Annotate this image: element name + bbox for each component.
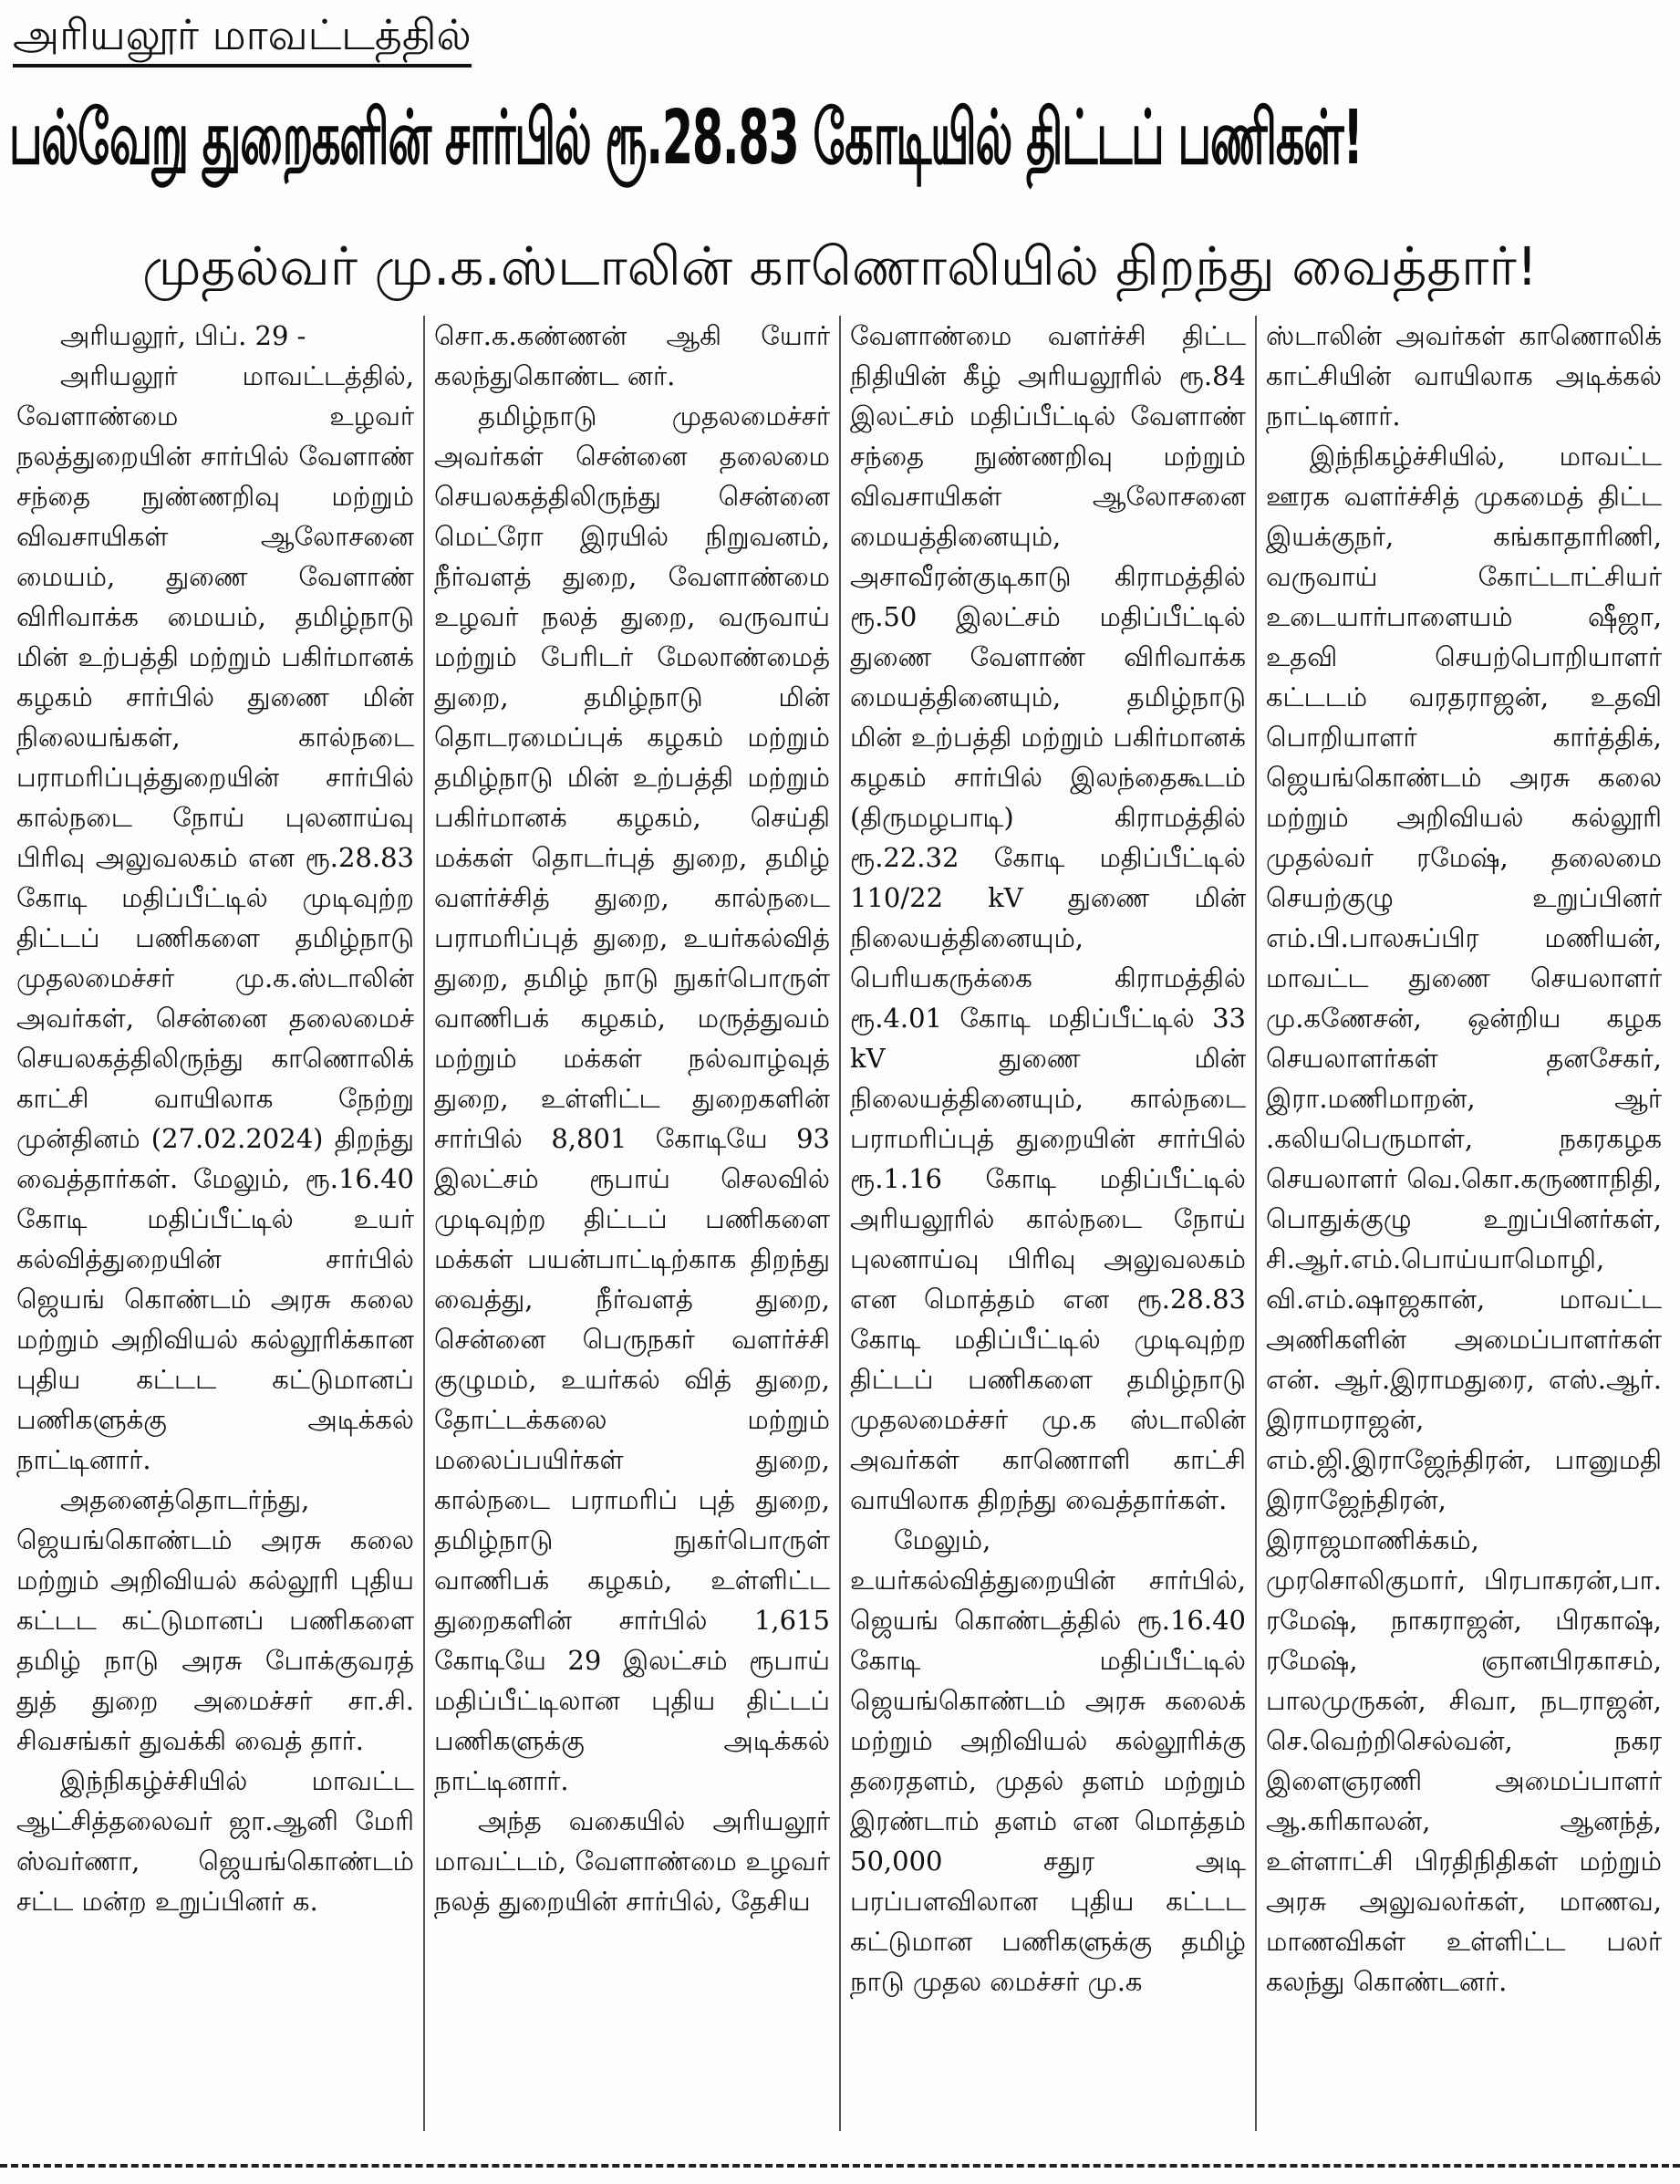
- article-paragraph: ஸ்டாலின் அவர்கள் காணொலிக் காட்சியின் வாயிலாக அடிக்கல் நாட்டினார்.: [1266, 320, 1662, 432]
- article-paragraph: அந்த வகையில் அரியலூர் மாவட்டம், வேளாண்மை உழவர் நலத் துறையின் சார்பில், தேசிய: [434, 1805, 830, 1917]
- article-column-4: [1255, 316, 1671, 2131]
- article-paragraph: வேளாண்மை வளர்ச்சி திட்ட நிதியின் கீழ் அரியலூரில் ரூ.84 இலட்சம் மதிப்பீட்டில் வேளாண் சந்தை நுண்ணறிவு மற்றும் விவசாயிகள் ஆலோசனை மையத்தினையும், அசாவீரன்குடிகாடு கிராமத்தில் ரூ.50 இலட்சம் மதிப்பீட்டில் துணை வேளாண் விரிவாக்க மையத்தினையும், தமிழ்நாடு மின் உற்பத்தி மற்றும் பகிர்மானக் கழகம் சார்பில் இலந்தைகூடம் (திருமழபாடி) கிராமத்தில் ரூ.22.32 கோடி மதிப்பீட்டில் 110/22 kV துணை மின் நிலையத்தினையும், பெரியகருக்கை கிராமத்தில் ரூ.4.01 கோடி மதிப்பீட்டில் 33 kV துணை மின் நிலையத்தினையும், கால்நடை பராமரிப்புத் துறையின் சார்பில் ரூ.1.16 கோடி மதிப்பீட்டில் அரியலூரில் கால்நடை நோய் புலனாய்வு பிரிவு அலுவலகம் என மொத்தம் என ரூ.28.83 கோடி மதிப்பீட்டில் முடிவுற்ற திட்டப் பணிகளை தமிழ்நாடு முதலமைச்சர் மு.க ஸ்டாலின் அவர்கள் காணொளி காட்சி வாயிலாக திறந்து வைத்தார்கள்.: [850, 320, 1246, 1515]
- main-headline: பல்வேறு துறைகளின் சார்பில் ரூ.28.83 கோடியில் திட்டப் பணிகள்!: [9, 95, 1363, 182]
- article-column-1: [7, 316, 423, 2131]
- article-body: [7, 316, 1673, 2131]
- article-paragraph: அதனைத்தொடர்ந்து, ஜெயங்கொண்டம் அரசு கலை மற்றும் அறிவியல் கல்லூரி புதிய கட்டட கட்டுமானப் பணிகளை தமிழ் நாடு அரசு போக்குவரத் துத் துறை அமைச்சர் சா.சி. சிவசங்கர் துவக்கி வைத் தார்.: [16, 1484, 414, 1756]
- article-paragraph: அரியலூர் மாவட்டத்தில், வேளாண்மை உழவர் நலத்துறையின் சார்பில் வேளாண் சந்தை நுண்ணறிவு மற்றும் விவசாயிகள் ஆலோசனை மையம், துணை வேளாண் விரிவாக்க மையம், தமிழ்நாடு மின் உற்பத்தி மற்றும் பகிர்மானக் கழகம் சார்பில் துணை மின் நிலையங்கள், கால்நடை பராமரிப்புத்துறையின் சார்பில் கால்நடை நோய் புலனாய்வு பிரிவு அலுவலகம் என ரூ.28.83 கோடி மதிப்பீட்டில் முடிவுற்ற திட்டப் பணிகளை தமிழ்நாடு முதலமைச்சர் மு.க.ஸ்டாலின் அவர்கள், சென்னை தலைமைச் செயலகத்திலிருந்து காணொலிக் காட்சி வாயிலாக நேற்று முன்தினம் (27.02.2024) திறந்து வைத்தார்கள். மேலும், ரூ.16.40 கோடி மதிப்பீட்டில் உயர் கல்வித்துறையின் சார்பில் ஜெயங் கொண்டம் அரசு கலை மற்றும் அறிவியல் கல்லூரிக்கான புதிய கட்டட கட்டுமானப் பணிகளுக்கு அடிக்கல் நாட்டினார்.: [16, 360, 414, 1475]
- article-paragraph: இந்நிகழ்ச்சியில், மாவட்ட ஊரக வளர்ச்சித் முகமைத் திட்ட இயக்குநர், கங்காதாரிணி, வருவாய் கோட்டாட்சியர் உடையார்பாளையம் ஷீஜா, உதவி செயற்பொறியாளர் கட்டடம் வரதராஜன், உதவி பொறியாளர் கார்த்திக், ஜெயங்கொண்டம் அரசு கலை மற்றும் அறிவியல் கல்லூரி முதல்வர் ரமேஷ், தலைமை செயற்குழு உறுப்பினர் எம்.பி.பாலசுப்பிர மணியன், மாவட்ட துணை செயலாளர் மு.கணேசன், ஒன்றிய கழக செயலாளர்கள் தனசேகர், இரா.மணிமாறன், ஆர் .கலியபெருமாள், நகரகழக செயலாளர் வெ.கொ.கருணாநிதி, பொதுக்குழு உறுப்பினர்கள், சி.ஆர்.எம்.பொய்யாமொழி, வி.எம்.ஷாஜகான், மாவட்ட அணிகளின் அமைப்பாளர்கள் என். ஆர்.இராமதுரை, எஸ்.ஆர். இராமராஜன், எம்.ஜி.இராஜேந்திரன், பானுமதி இராஜேந்திரன், இராஜமாணிக்கம், முரசொலிகுமார், பிரபாகரன்,பா. ரமேஷ், நாகராஜன், பிரகாஷ், ரமேஷ், ஞானபிரகாசம், பாலமுருகன், சிவா, நடராஜன், செ.வெற்றிசெல்வன், நகர இளைஞரணி அமைப்பாளர் ஆ.கரிகாலன், ஆனந்த், உள்ளாட்சி பிரதிநிதிகள் மற்றும் அரசு அலுவலர்கள், மாணவ, மாணவிகள் உள்ளிட்ட பலர் கலந்து கொண்டனர்.: [1266, 441, 1662, 1997]
- dateline: அரியலூர், பிப். 29 -: [60, 320, 306, 351]
- article-paragraph: மேலும், உயர்கல்வித்துறையின் சார்பில், ஜெயங் கொண்டத்தில் ரூ.16.40 கோடி மதிப்பீட்டில் ஜெயங்கொண்டம் அரசு கலைக் மற்றும் அறிவியல் கல்லூரிக்கு தரைதளம், முதல் தளம் மற்றும் இரண்டாம் தளம் என மொத்தம் 50,000 சதுர அடி பரப்பளவிலான புதிய கட்டட கட்டுமான பணிகளுக்கு தமிழ் நாடு முதல மைச்சர் மு.க: [850, 1524, 1246, 1997]
- article-column-2: [423, 316, 839, 2131]
- kicker-heading: அரியலூர் மாவட்டத்தில்: [13, 7, 472, 68]
- sub-headline: முதல்வர் மு.க.ஸ்டாலின் காணொலியில் திறந்து வைத்தார்!: [141, 235, 1539, 297]
- dashed-bottom-border: [0, 2164, 1680, 2168]
- article-column-3: [839, 316, 1255, 2131]
- article-paragraph: சொ.க.கண்ணன் ஆகி யோர் கலந்துகொண்ட னர்.: [434, 320, 830, 391]
- article-paragraph: தமிழ்நாடு முதலமைச்சர் அவர்கள் சென்னை தலைமை செயலகத்திலிருந்து சென்னை மெட்ரோ இரயில் நிறுவனம், நீர்வளத் துறை, வேளாண்மை உழவர் நலத் துறை, வருவாய் மற்றும் பேரிடர் மேலாண்மைத் துறை, தமிழ்நாடு மின் தொடரமைப்புக் கழகம் மற்றும் தமிழ்நாடு மின் உற்பத்தி மற்றும் பகிர்மானக் கழகம், செய்தி மக்கள் தொடர்புத் துறை, தமிழ் வளர்ச்சித் துறை, கால்நடை பராமரிப்புத் துறை, உயர்கல்வித் துறை, தமிழ் நாடு நுகர்பொருள் வாணிபக் கழகம், மருத்துவம் மற்றும் மக்கள் நல்வாழ்வுத் துறை, உள்ளிட்ட துறைகளின் சார்பில் 8,801 கோடியே 93 இலட்சம் ரூபாய் செலவில் முடிவுற்ற திட்டப் பணிகளை மக்கள் பயன்பாட்டிற்காக திறந்து வைத்து, நீர்வளத் துறை, சென்னை பெருநகர் வளர்ச்சி குழுமம், உயர்கல் வித் துறை, தோட்டக்கலை மற்றும் மலைப்பயிர்கள் துறை, கால்நடை பராமரிப் புத் துறை, தமிழ்நாடு நுகர்பொருள் வாணிபக் கழகம், உள்ளிட்ட துறைகளின் சார்பில் 1,615 கோடியே 29 இலட்சம் ரூபாய் மதிப்பீட்டிலான புதிய திட்டப் பணிகளுக்கு அடிக்கல் நாட்டினார்.: [434, 400, 830, 1796]
- article-paragraph: இந்நிகழ்ச்சியில் மாவட்ட ஆட்சித்தலைவர் ஜா.ஆனி மேரி ஸ்வர்ணா, ஜெயங்கொண்டம் சட்ட மன்ற உறுப்பினர் க.: [16, 1765, 414, 1917]
